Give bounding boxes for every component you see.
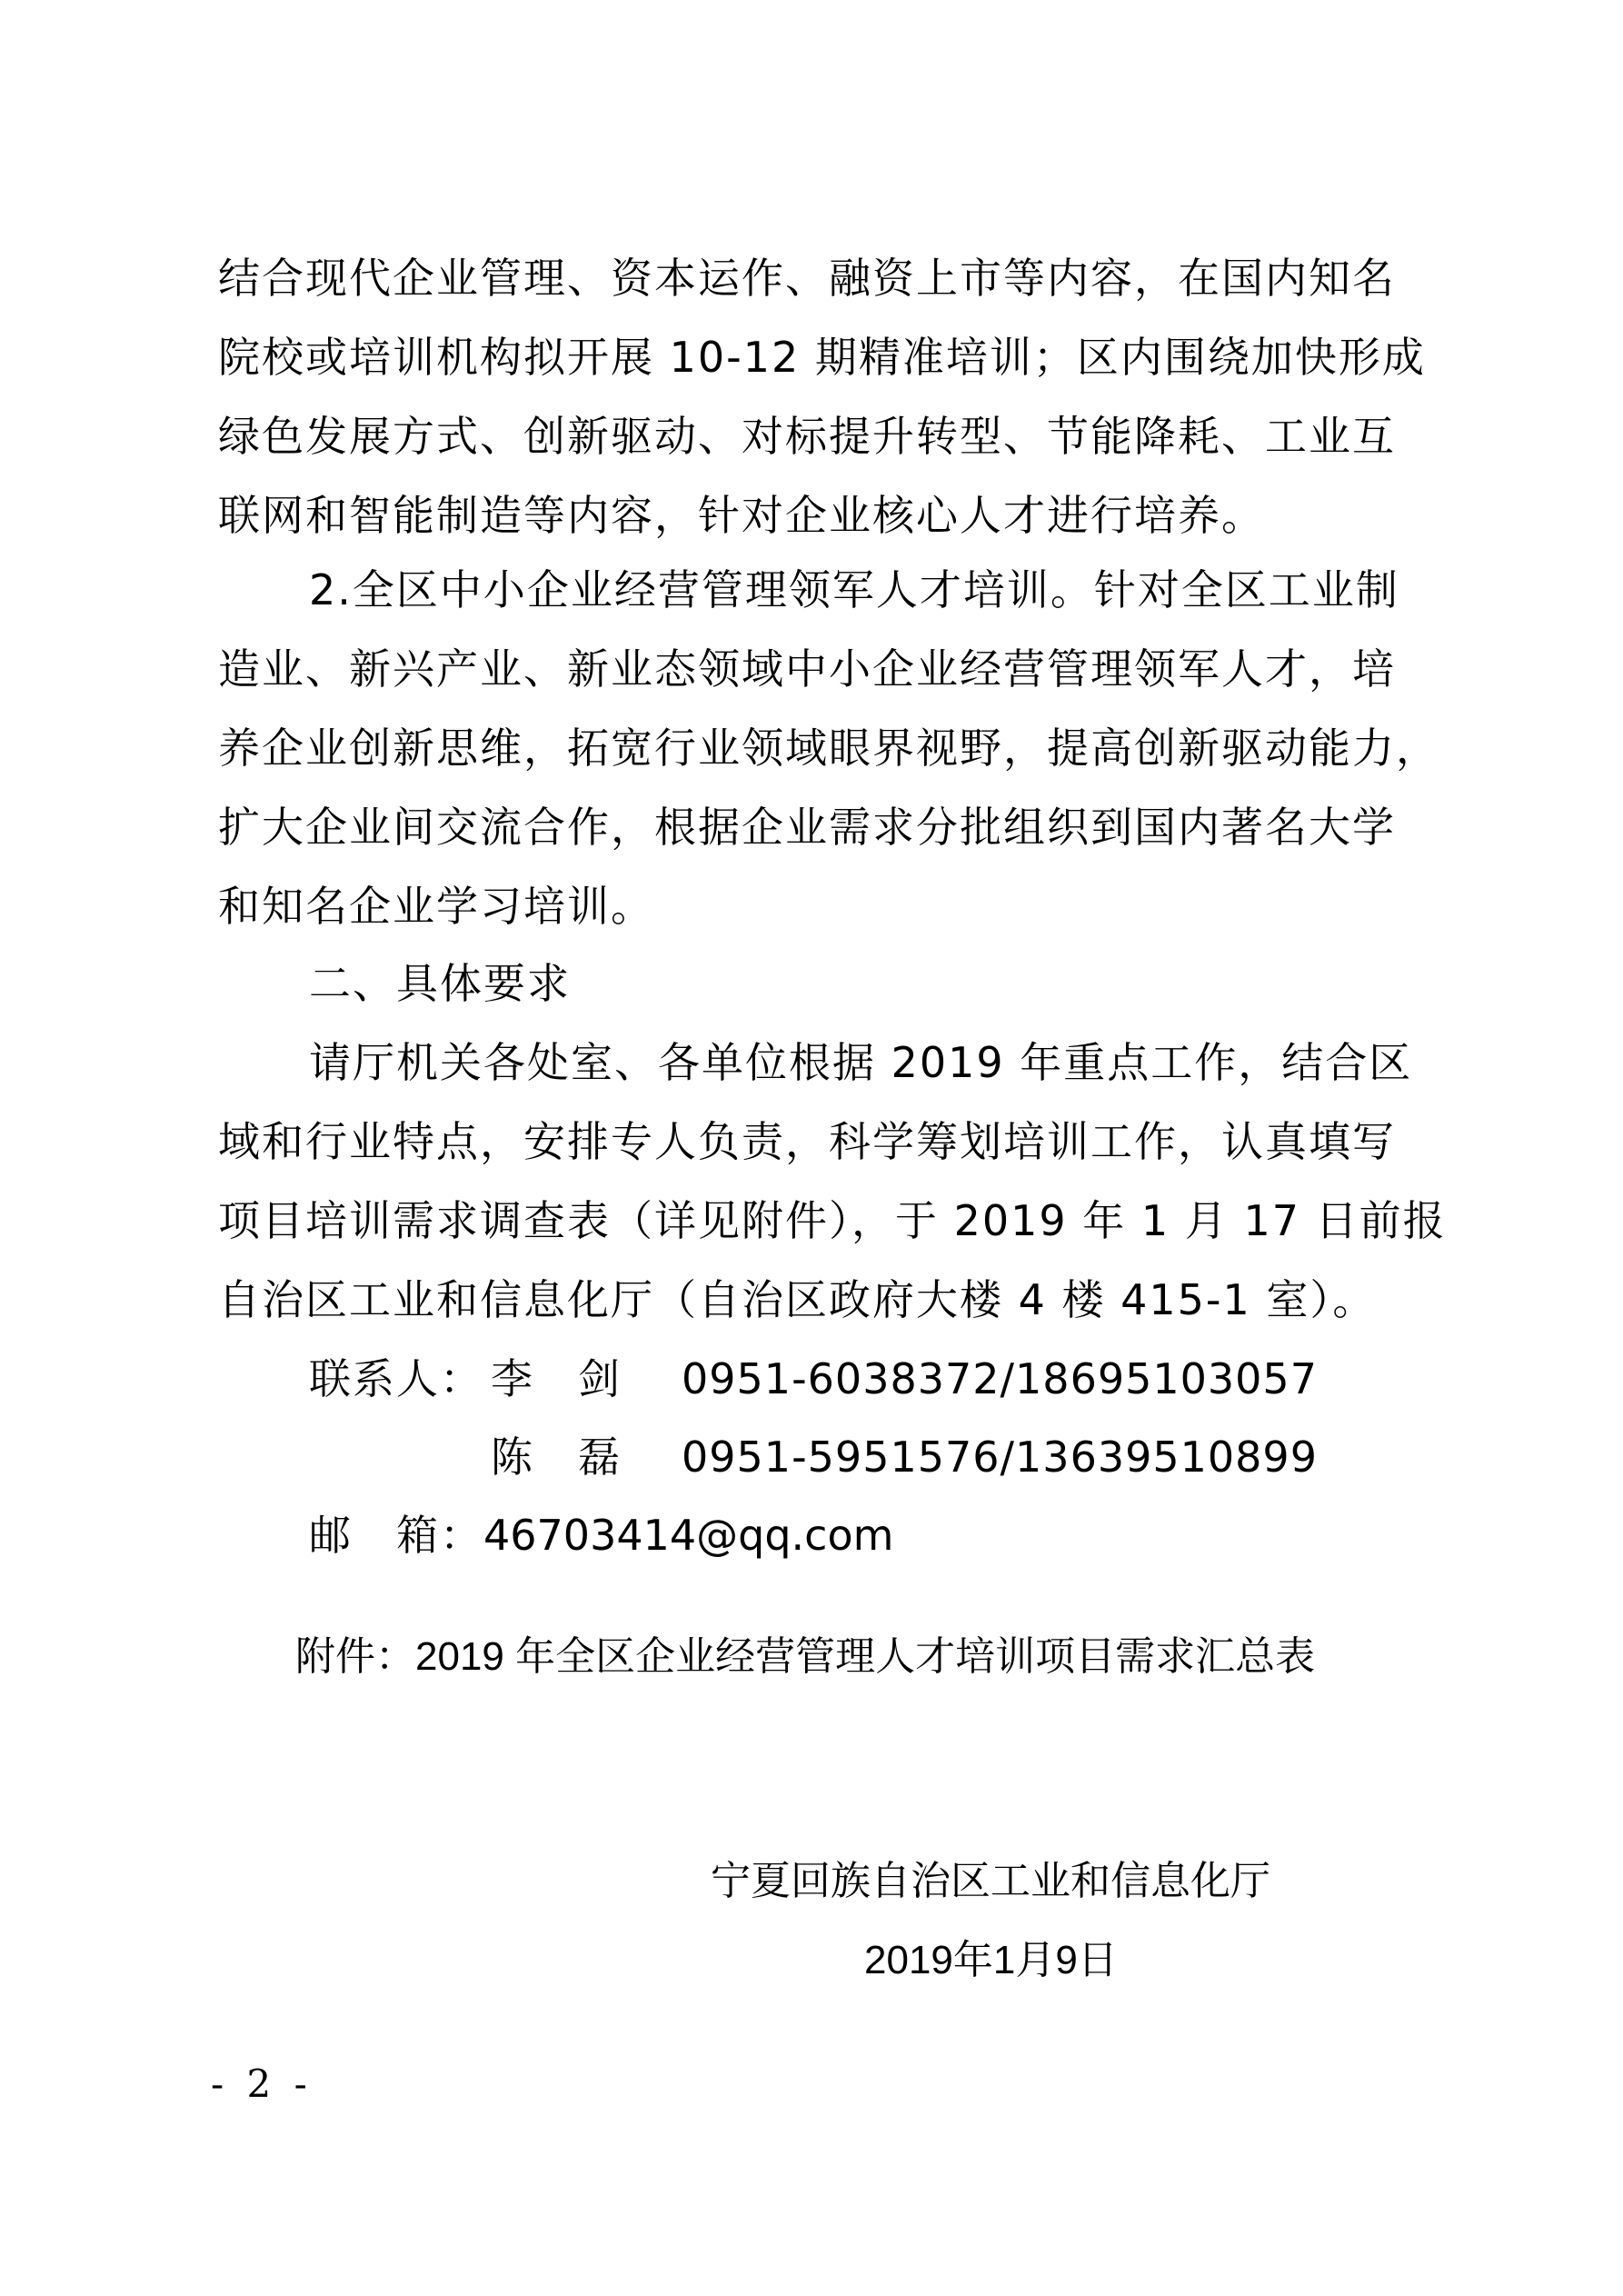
page-number: - 2 -	[211, 2061, 313, 2106]
paragraph-3-line-3: 项目培训需求调查表（详见附件），于 2019 年 1 月 17 日前报	[218, 1196, 1447, 1245]
paragraph-1-line-3: 绿色发展方式、创新驱动、对标提升转型、节能降耗、工业互	[218, 412, 1396, 461]
email-label: 邮 箱：	[309, 1511, 483, 1560]
paragraph-2-line-4: 扩大企业间交流合作，根据企业需求分批组织到国内著名大学	[218, 803, 1396, 852]
contact-name: 陈 磊	[491, 1433, 622, 1482]
signature-organization: 宁夏回族自治区工业和信息化厅	[711, 1859, 1270, 1903]
paragraph-2-line-3: 养企业创新思维，拓宽行业领域眼界视野，提高创新驱动能力，	[218, 724, 1439, 773]
paragraph-1-line-4: 联网和智能制造等内容，针对企业核心人才进行培养。	[218, 491, 1265, 540]
paragraph-1-line-2: 院校或培训机构拟开展 10-12 期精准培训；区内围绕加快形成	[218, 333, 1426, 382]
paragraph-3-line-4: 自治区工业和信息化厅（自治区政府大楼 4 楼 415-1 室）。	[218, 1275, 1377, 1324]
email-address: 46703414@qq.com	[483, 1511, 894, 1560]
section-heading: 二、具体要求	[309, 959, 571, 1008]
contact-row-2	[309, 1432, 1318, 1482]
contact-phone: 0951-6038372/18695103057	[682, 1354, 1318, 1403]
paragraph-2-line-1: 2.全区中小企业经营管理领军人才培训。针对全区工业制	[309, 565, 1399, 614]
contact-phone: 0951-5951576/13639510899	[682, 1433, 1318, 1482]
paragraph-1-line-1: 结合现代企业管理、资本运作、融资上市等内容，在国内知名	[218, 254, 1396, 303]
signature-date: 2019年1月9日	[864, 1938, 1118, 1982]
paragraph-2-line-5: 和知名企业学习培训。	[218, 882, 654, 931]
contact-row-1	[309, 1353, 1318, 1404]
email-row	[309, 1510, 893, 1561]
contact-label: 联系人：	[309, 1354, 483, 1403]
paragraph-3-line-1: 请厅机关各处室、各单位根据 2019 年重点工作，结合区	[309, 1038, 1413, 1087]
paragraph-2-line-2: 造业、新兴产业、新业态领域中小企业经营管理领军人才，培	[218, 644, 1396, 694]
paragraph-3-line-2: 域和行业特点，安排专人负责，科学筹划培训工作，认真填写	[218, 1117, 1396, 1166]
attachment-note: 附件：2019 年全区企业经营管理人才培训项目需求汇总表	[295, 1634, 1316, 1679]
contact-name: 李 剑	[491, 1354, 622, 1403]
